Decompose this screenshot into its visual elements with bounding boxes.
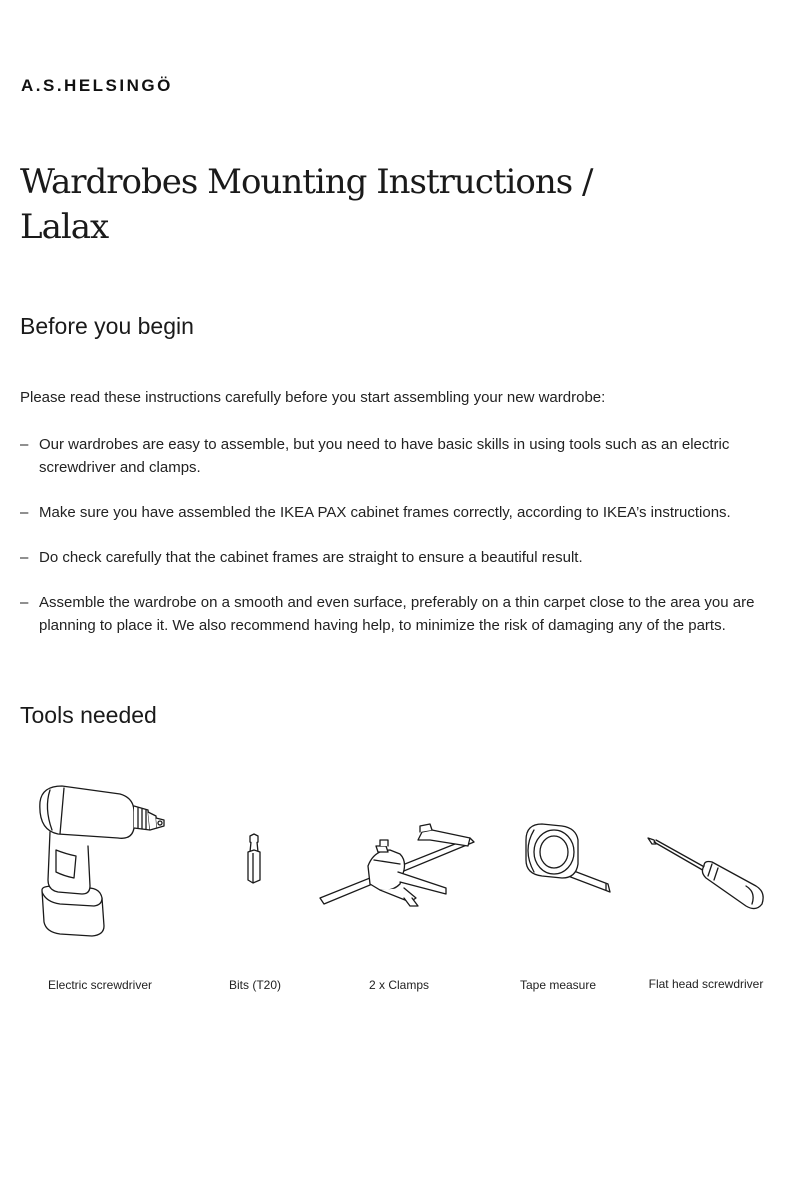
electric-screwdriver-icon bbox=[30, 780, 170, 940]
tool-electric-screwdriver bbox=[30, 780, 170, 1000]
tool-bits bbox=[220, 780, 290, 1000]
screwdriver-bit-icon bbox=[220, 780, 290, 940]
tool-label: Tape measure bbox=[519, 978, 597, 992]
bullet-dash: – bbox=[20, 504, 29, 521]
clamp-icon bbox=[318, 780, 480, 940]
tool-label: Flat head screwdriver bbox=[648, 977, 764, 991]
tool-tape-measure bbox=[512, 780, 604, 1000]
list-item-text: Do check carefully that the cabinet frames are straight to ensure a beautiful result. bbox=[39, 549, 583, 566]
bullet-dash: – bbox=[20, 436, 29, 453]
title-line-2: Lalax bbox=[20, 207, 109, 247]
bullet-dash: – bbox=[20, 594, 29, 611]
tools-needed-heading: Tools needed bbox=[20, 702, 157, 728]
page-title bbox=[20, 160, 660, 250]
list-item bbox=[20, 433, 800, 479]
title-line-1: Wardrobes Mounting Instructions / bbox=[20, 162, 593, 202]
before-you-begin-heading: Before you begin bbox=[20, 313, 194, 339]
tool-flat-head-screwdriver bbox=[640, 780, 772, 1000]
flat-head-screwdriver-icon bbox=[640, 780, 772, 940]
tool-clamps bbox=[318, 780, 480, 1000]
list-item-text: Make sure you have assembled the IKEA PAX cabinet frames correctly, according to IKEA’s instructions. bbox=[39, 504, 731, 521]
tool-label: 2 x Clamps bbox=[368, 978, 430, 992]
list-item bbox=[20, 501, 800, 524]
list-item-text: Assemble the wardrobe on a smooth and even surface, preferably on a thin carpet close to the area you are planning to place it. We also recommend having help, to minimize the risk of damaging any of the parts. bbox=[39, 594, 755, 634]
instructions-list bbox=[20, 433, 800, 659]
intro-text: Please read these instructions carefully before you start assembling your new wardrobe: bbox=[20, 389, 606, 406]
tape-measure-icon bbox=[512, 780, 612, 940]
list-item bbox=[20, 591, 800, 637]
bullet-dash: – bbox=[20, 549, 29, 566]
tool-label: Electric screwdriver bbox=[47, 978, 153, 992]
brand-logo: A.S.HELSINGÖ bbox=[21, 76, 173, 95]
tool-label: Bits (T20) bbox=[228, 978, 282, 992]
list-item-text: Our wardrobes are easy to assemble, but you need to have basic skills in using tools such as an electric screwdriver and clamps. bbox=[39, 436, 730, 476]
list-item bbox=[20, 546, 800, 569]
